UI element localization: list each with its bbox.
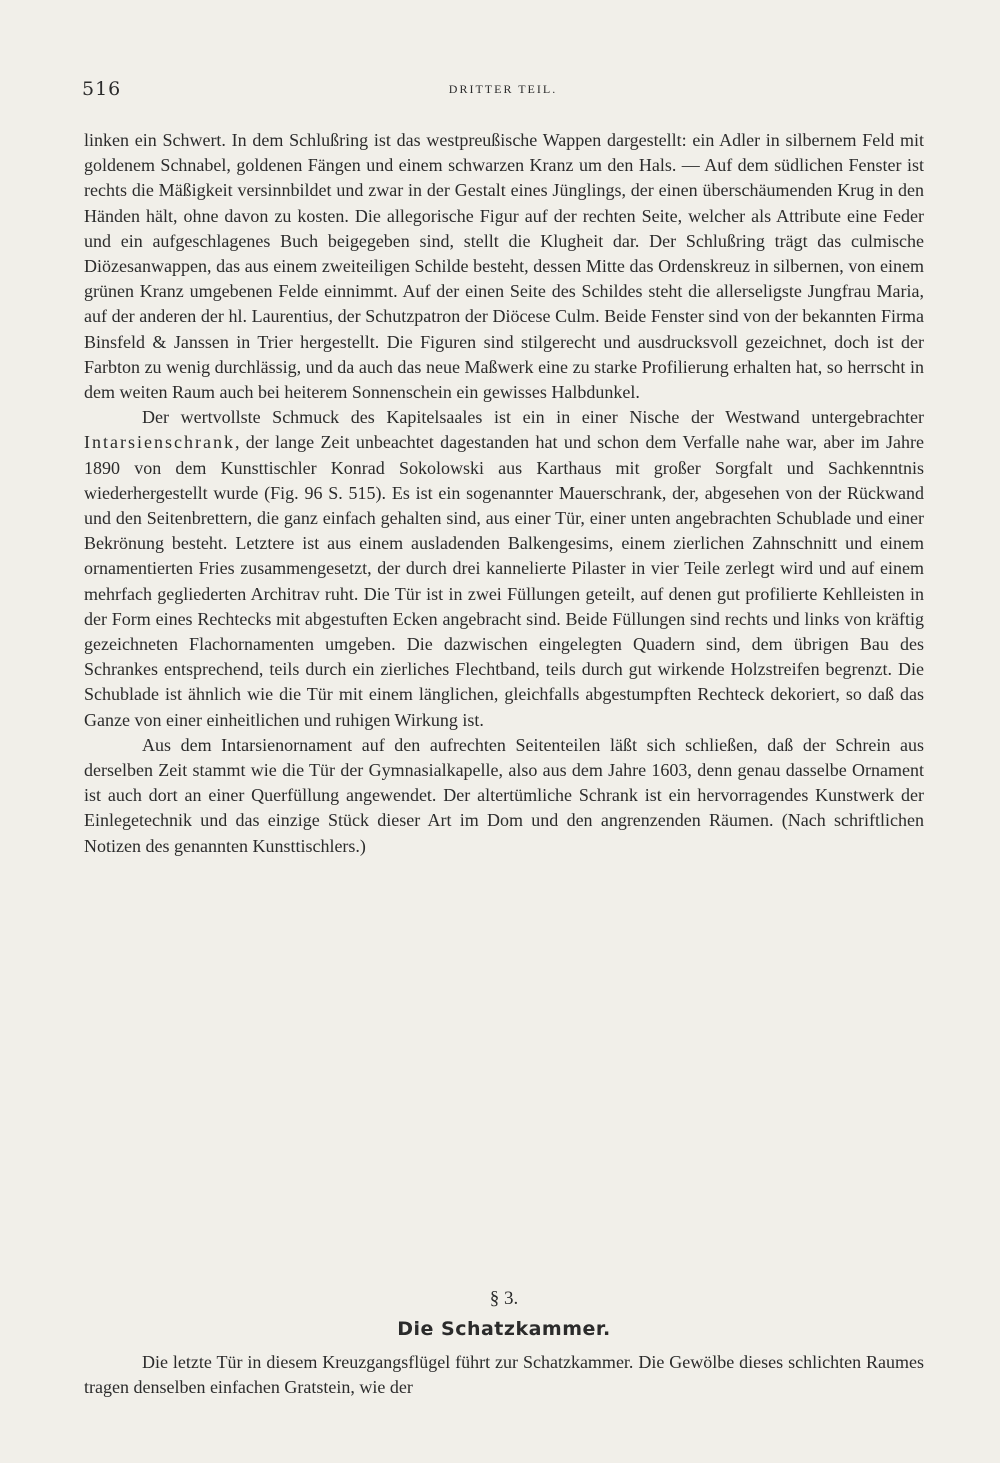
- main-text: [84, 128, 924, 859]
- page-header: [82, 78, 924, 102]
- section-text: [84, 1350, 924, 1400]
- paragraph-2-rest: , der lange Zeit unbeachtet dagestanden hat und schon dem Verfalle nahe war, aber im Jahre 1890 von dem Kunsttischler Konrad Sokolowski aus Karthaus mit großer Sorgfalt und Sachkenntnis wiederhergestellt wurde (Fig. 96 S. 515). Es ist ein sogenannter Mauerschrank, der, abgesehen von der Rückwand und den Seitenbrettern, die ganz einfach gehalten sind, aus einer Tür, einer unten angebrachten Schublade und einer Bekrönung besteht. Letztere ist aus einem ausladenden Balkengesims, einem zierlichen Zahnschnitt und einem ornamentierten Fries zusammengesetzt, der durch drei kannelierte Pilaster in vier Teile zerlegt wird und auf einem mehrfach gegliederten Architrav ruht. Die Tür ist in zwei Füllungen geteilt, auf denen gut profilierte Kehlleisten in der Form eines Rechtecks mit abgestuften Ecken angebracht sind. Beide Füllungen sind rechts und links von kräftig gezeichneten Flachornamenten umgeben. Die dazwischen eingelegten Quadern sind, dem übrigen Bau des Schrankes entsprechend, teils durch ein zierliches Flechtband, teils durch gut wirkende Holzstreifen begrenzt. Die Schublade ist ähnlich wie die Tür mit einem länglichen, gleichfalls abgestumpften Rechteck dekoriert, so daß das Ganze von einer einheitlichen und ruhigen Wirkung ist.: [84, 432, 924, 730]
- paragraph-4: Die letzte Tür in diesem Kreuzgangsflügel führt zur Schatzkammer. Die Gewölbe dieses schlichten Raumes tragen denselben einfachen Gratstein, wie der: [84, 1352, 924, 1398]
- paragraph-3: Aus dem Intarsienornament auf den aufrechten Seitenteilen läßt sich schließen, daß der Schrein aus derselben Zeit stammt wie die Tür der Gymnasialkapelle, also aus dem Jahre 1603, denn genau dasselbe Ornament ist auch dort an einer Querfüllung angewendet. Der altertümliche Schrank ist ein hervorragendes Kunstwerk der Einlegetechnik und das einzige Stück dieser Art im Dom und den angrenzenden Räumen. (Nach schriftlichen Notizen des genannten Kunsttischlers.): [84, 734, 924, 856]
- page-number: 516: [82, 78, 122, 100]
- paragraph-2-start: Der wertvollste Schmuck des Kapitelsaales ist ein in einer Nische der Westwand untergebrachter: [142, 407, 924, 428]
- running-head: DRITTER TEIL.: [448, 82, 558, 96]
- emphasized-term: Intarsienschrank: [84, 432, 235, 453]
- paragraph-1: linken ein Schwert. In dem Schlußring ist das westpreußische Wappen dargestellt: ein Adler in silbernem Feld mit goldenem Schnabel, goldenen Fängen und einem schwarzen Kranz um den Hals. — Auf dem südlichen Fenster ist rechts die Mäßigkeit versinnbildet und zwar in der Gestalt eines Jünglings, der einen überschäumenden Krug in den Händen hält, ohne davon zu kosten. Die allegorische Figur auf der rechten Seite, welcher als Attribute eine Feder und ein aufgeschlagenes Buch beigegeben sind, stellt die Klugheit dar. Der Schlußring trägt das culmische Diözesanwappen, das aus einem zweiteiligen Schilde besteht, dessen Mitte das Ordenskreuz in silbernen, von einem grünen Kranz umgebenen Felde einnimmt. Auf der einen Seite des Schildes steht die allerseligste Jungfrau Maria, auf der anderen der hl. Laurentius, der Schutzpatron der Diöcese Culm. Beide Fenster sind von der bekannten Firma Binsfeld & Janssen in Trier hergestellt. Die Figuren sind stilgerecht und ausdrucksvoll gezeichnet, doch ist der Farbton zu wenig durchlässig, und da auch das neue Maßwerk eine zu starke Profilierung erhalten hat, so herrscht in dem weiten Raum auch bei heiterem Sonnenschein ein gewisses Halbdunkel.: [84, 130, 924, 403]
- section-title: Die Schatzkammer.: [397, 1318, 611, 1340]
- section-number: § 3.: [489, 1288, 519, 1309]
- paragraph-2: [84, 405, 924, 733]
